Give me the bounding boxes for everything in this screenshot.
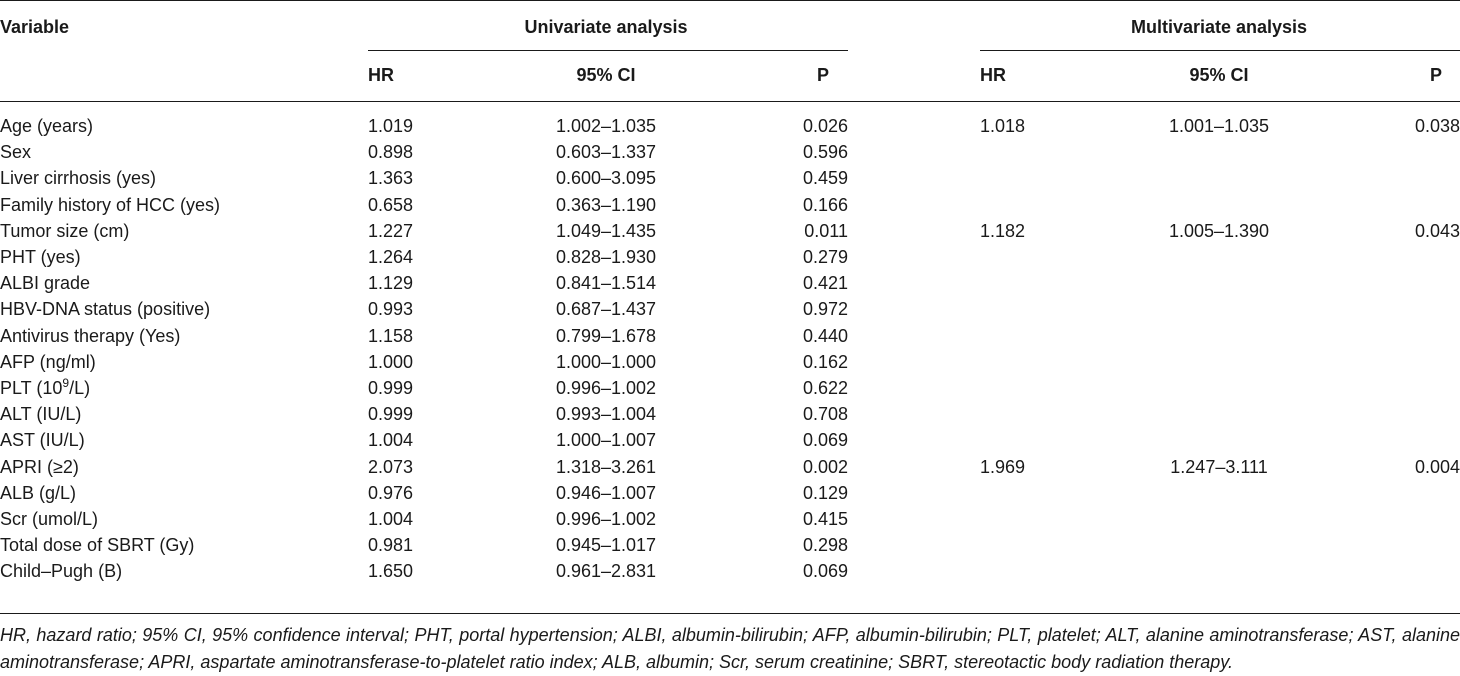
cell-m-hr: 1.969: [980, 456, 1026, 477]
cell-u-p: 0.596: [802, 142, 848, 163]
cell-u-ci: 1.049–1.435: [555, 220, 657, 241]
cell-variable: PLT $(10^9/L)$: [0, 376, 91, 398]
cell-u-hr: 0.658: [368, 194, 414, 215]
cell-variable: PHT (yes): [0, 247, 81, 267]
cell-u-hr: 1.004: [368, 430, 414, 451]
header-multivariate-ci: 95% CI: [1189, 65, 1249, 85]
cell-u-ci: 1.002–1.035: [555, 116, 657, 136]
header-variable: Variable: [0, 17, 70, 37]
cell-m-p: 0.004: [1414, 456, 1460, 477]
cell-u-p: 0.298: [802, 535, 848, 556]
cell-variable: Family history of HCC (yes): [0, 194, 221, 215]
cell-m-hr: 1.182: [980, 220, 1026, 241]
univariate-group-rule: [368, 50, 848, 51]
cell-u-p: 0.421: [802, 273, 848, 294]
multivariate-group-rule: [980, 50, 1460, 51]
cell-m-ci: 1.005–1.390: [1168, 220, 1270, 241]
cell-u-p: 0.026: [802, 116, 848, 136]
cell-u-hr: 1.019: [368, 116, 414, 136]
bottom-rule: [0, 613, 1460, 614]
cell-u-ci: 0.946–1.007: [555, 482, 657, 503]
cell-variable: APRI (≥2): [0, 456, 79, 477]
cell-u-p: 0.129: [802, 482, 848, 503]
cell-u-ci: 0.687–1.437: [555, 299, 657, 320]
cell-u-ci: 0.841–1.514: [555, 273, 657, 294]
cell-u-p: 0.069: [802, 561, 848, 582]
cell-u-hr: 1.129: [368, 273, 414, 294]
table-footnote: HR, hazard ratio; 95% CI, 95% confidence interval; PHT, portal hypertension; ALBI, albumin-bilirubin; AFP, albumin-bilirubin; PLT, platelet; ALT, alanine aminotransferase; AST, alanine aminotransferase; APRI, aspartate aminotransferase-to-platelet ratio index; ALB, albumin; Scr, serum creatinine; SBRT, stereotactic body radiation therapy.: [0, 625, 1460, 672]
header-univariate-p: P: [816, 65, 829, 85]
cell-u-p: 0.279: [802, 247, 848, 267]
cell-u-hr: 1.227: [368, 220, 414, 241]
cell-u-p: 0.011: [804, 220, 848, 241]
cell-u-hr: 1.004: [368, 509, 414, 529]
cell-m-ci: 1.247–3.111: [1170, 456, 1268, 477]
cell-u-ci: 0.603–1.337: [555, 142, 657, 163]
cell-variable: Sex: [0, 142, 32, 163]
cell-u-hr: 0.999: [368, 404, 414, 425]
cell-u-p: 0.440: [802, 325, 848, 346]
cell-variable: AFP (ng/ml): [0, 351, 96, 372]
cell-variable: Age (years): [0, 116, 94, 136]
cell-variable: Total dose of SBRT (Gy): [0, 535, 195, 556]
header-univariate-hr: HR: [368, 65, 394, 85]
cell-u-ci: 1.000–1.007: [555, 430, 657, 451]
cell-u-p: 0.166: [802, 194, 848, 215]
cell-u-p: 0.459: [802, 168, 848, 189]
cell-u-hr: 0.976: [368, 482, 414, 503]
cell-u-ci: 0.600–3.095: [555, 168, 657, 189]
cell-variable: ALB (g/L): [0, 482, 77, 503]
cell-variable: Liver cirrhosis (yes): [0, 168, 157, 189]
cell-variable: AST (IU/L): [0, 430, 85, 451]
cell-u-hr: 1.000: [368, 351, 414, 372]
cell-u-ci: 1.000–1.000: [555, 351, 657, 372]
cell-variable: ALT (IU/L): [0, 404, 82, 425]
cell-u-hr: 1.264: [368, 247, 414, 267]
cell-u-hr: 0.898: [368, 142, 414, 163]
cell-variable: HBV-DNA status (positive): [0, 299, 211, 320]
cell-u-hr: 0.981: [368, 535, 414, 556]
cell-u-p: 0.708: [802, 404, 848, 425]
cell-u-p: 0.162: [802, 351, 848, 372]
cell-u-ci: 0.799–1.678: [555, 325, 657, 346]
cell-m-p: 0.043: [1414, 220, 1460, 241]
cell-m-hr: 1.018: [980, 116, 1026, 136]
header-multivariate-p: P: [1429, 65, 1442, 85]
cell-variable: Antivirus therapy (Yes): [0, 325, 181, 346]
cell-u-p: 0.972: [802, 299, 848, 320]
cell-u-hr: 1.363: [368, 168, 414, 189]
cell-u-ci: 1.318–3.261: [555, 456, 657, 477]
cell-u-p: 0.622: [802, 378, 848, 398]
cell-u-p: 0.415: [802, 509, 848, 529]
cell-m-ci: 1.001–1.035: [1168, 116, 1270, 136]
cell-u-ci: 0.996–1.002: [555, 509, 657, 529]
cell-variable: Child–Pugh (B): [0, 561, 123, 582]
cell-u-hr: 0.999: [368, 378, 414, 398]
cell-variable: Tumor size (cm): [0, 220, 130, 241]
header-multivariate-hr: HR: [980, 65, 1006, 85]
cell-u-hr: 1.650: [368, 561, 414, 582]
cell-u-hr: 0.993: [368, 299, 414, 320]
top-rule: [0, 0, 1460, 1]
cell-variable: ALBI grade: [0, 273, 91, 294]
cell-variable: Scr (umol/L): [0, 509, 99, 529]
header-multivariate: Multivariate analysis: [1130, 17, 1308, 37]
header-univariate-ci: 95% CI: [576, 65, 636, 85]
cell-u-ci: 0.961–2.831: [555, 561, 657, 582]
cell-u-ci: 0.993–1.004: [555, 404, 657, 425]
cell-u-ci: 0.996–1.002: [555, 378, 657, 398]
cell-u-ci: 0.828–1.930: [555, 247, 657, 267]
cell-u-p: 0.069: [802, 430, 848, 451]
cell-u-hr: 1.158: [368, 325, 414, 346]
cell-u-hr: 2.073: [368, 456, 414, 477]
cell-u-ci: 0.945–1.017: [555, 535, 657, 556]
header-univariate: Univariate analysis: [524, 17, 688, 37]
header-rule: [0, 101, 1460, 102]
cell-u-p: 0.002: [802, 456, 848, 477]
cell-m-p: 0.038: [1414, 116, 1460, 136]
cell-u-ci: 0.363–1.190: [555, 194, 657, 215]
